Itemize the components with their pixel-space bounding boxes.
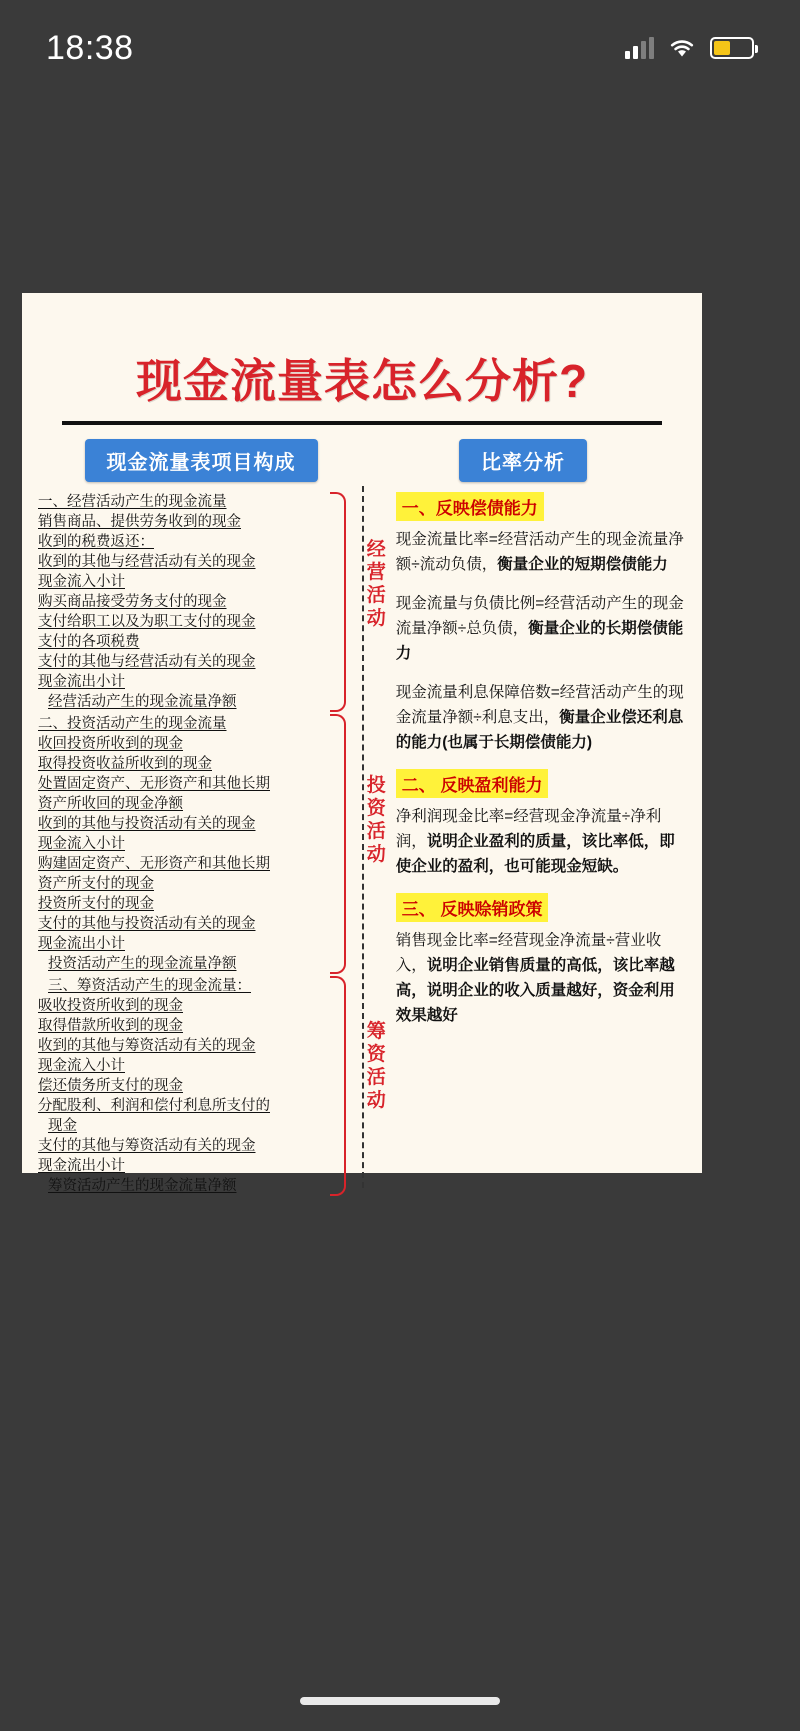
section-title: 三、 反映赊销政策: [396, 893, 549, 922]
header-left: 现金流量表项目构成: [85, 439, 318, 482]
paragraph: [396, 591, 686, 666]
home-indicator[interactable]: [300, 1697, 500, 1705]
list-item: 取得投资收益所收到的现金: [38, 756, 212, 772]
section-title: 一、反映偿债能力: [396, 492, 544, 521]
paragraph-bold: 说明企业销售质量的高低，该比率越高，说明企业的收入质量越好，资金利用效果越好: [395, 957, 675, 1024]
paragraph: [396, 804, 686, 879]
header-right: 比率分析: [459, 439, 587, 482]
section-solvency: [396, 492, 686, 755]
list-item: 收到的其他与经营活动有关的现金: [38, 554, 256, 570]
status-bar: [0, 0, 800, 96]
section-profitability: [396, 769, 686, 879]
list-item: 现金流出小计: [38, 1158, 125, 1174]
list-item: 支付的各项税费: [38, 634, 140, 650]
list-item: 取得借款所收到的现金: [38, 1018, 183, 1034]
paragraph-bold: 衡量企业偿还利息的能力(也属于长期偿债能力): [395, 709, 684, 751]
section-credit-policy: [396, 893, 686, 1028]
list-item: 二、投资活动产生的现金流量: [38, 716, 227, 732]
list-item: 吸收投资所收到的现金: [38, 998, 183, 1014]
list-item: 收到的税费返还：: [38, 534, 154, 550]
paragraph: [396, 680, 686, 755]
column-headers: [22, 439, 702, 482]
list-item: 现金流入小计: [38, 836, 125, 852]
list-item: 现金流入小计: [38, 574, 125, 590]
list-item: 现金流出小计: [38, 936, 125, 952]
list-item: 现金流出小计: [38, 674, 125, 690]
list-item: 现金: [48, 1118, 77, 1134]
list-item: 收到的其他与筹资活动有关的现金: [38, 1038, 256, 1054]
page-title: 现金流量表怎么分析?: [135, 355, 589, 407]
paragraph-plain: 销售现金比率=经营现金净流量÷营业收入，: [395, 932, 662, 974]
list-item: 购买商品接受劳务支付的现金: [38, 594, 227, 610]
list-item: 筹资活动产生的现金流量净额: [48, 1178, 237, 1194]
status-indicators: [625, 37, 754, 59]
list-item: 资产所支付的现金: [38, 876, 154, 892]
status-time: 18:38: [46, 28, 134, 67]
group-operating: [38, 492, 387, 712]
list-item: 经营活动产生的现金流量净额: [48, 694, 237, 710]
group-label-financing: 筹资活动: [366, 1021, 387, 1111]
list-item: 支付给职工以及为职工支付的现金: [38, 614, 256, 630]
list-item: 资产所收回的现金净额: [38, 796, 183, 812]
left-column: [38, 492, 387, 1198]
list-item: 支付的其他与筹资活动有关的现金: [38, 1138, 256, 1154]
card-body: [22, 482, 702, 1198]
title-underline: [62, 421, 662, 425]
list-item: 投资所支付的现金: [38, 896, 154, 912]
list-item: 偿还债务所支付的现金: [38, 1078, 183, 1094]
paragraph-bold: 衡量企业的短期偿债能力: [497, 556, 668, 573]
group-brace: [330, 714, 346, 974]
list-item: 现金流入小计: [38, 1058, 125, 1074]
paragraph-plain: 现金流量利息保障倍数=经营活动产生的现金流量净额÷利息支出，: [395, 684, 684, 726]
list-item: 分配股利、利润和偿付利息所支付的: [38, 1098, 270, 1114]
group-label-investing: 投资活动: [366, 775, 387, 865]
battery-icon: [710, 37, 754, 59]
paragraph-bold: 说明企业盈利的质量，该比率低，即使企业的盈利，也可能现金短缺。: [395, 833, 675, 875]
list-item: 购建固定资产、无形资产和其他长期: [38, 856, 270, 872]
paragraph-plain: 现金流量比率=经营活动产生的现金流量净额÷流动负债，: [395, 531, 684, 573]
list-item: 销售商品、提供劳务收到的现金: [38, 514, 241, 530]
list-item: 三、筹资活动产生的现金流量：: [48, 978, 251, 994]
group-label-operating: 经营活动: [366, 539, 387, 629]
cellular-signal-icon: [625, 37, 654, 59]
group-investing: [38, 714, 387, 974]
wifi-icon: [668, 37, 696, 59]
paragraph: [396, 527, 686, 577]
group-brace: [330, 492, 346, 712]
list-item: 收回投资所收到的现金: [38, 736, 183, 752]
paragraph-plain: 现金流量与负债比例=经营活动产生的现金流量净额÷总负债，: [395, 595, 684, 637]
list-item: 支付的其他与投资活动有关的现金: [38, 916, 256, 932]
list-item: 一、经营活动产生的现金流量: [38, 494, 227, 510]
section-title: 二、 反映盈利能力: [396, 769, 549, 798]
group-financing: [38, 976, 387, 1196]
list-item: 收到的其他与投资活动有关的现金: [38, 816, 256, 832]
list-item: 处置固定资产、无形资产和其他长期: [38, 776, 270, 792]
list-item: 支付的其他与经营活动有关的现金: [38, 654, 256, 670]
right-column: [396, 492, 686, 1198]
paragraph: [396, 928, 686, 1028]
group-brace: [330, 976, 346, 1196]
infographic-card: [22, 293, 702, 1194]
paragraph-bold: 衡量企业的长期偿债能力: [395, 620, 684, 662]
paragraph-plain: 净利润现金比率=经营现金净流量÷净利润，: [395, 808, 662, 850]
list-item: 投资活动产生的现金流量净额: [48, 956, 237, 972]
